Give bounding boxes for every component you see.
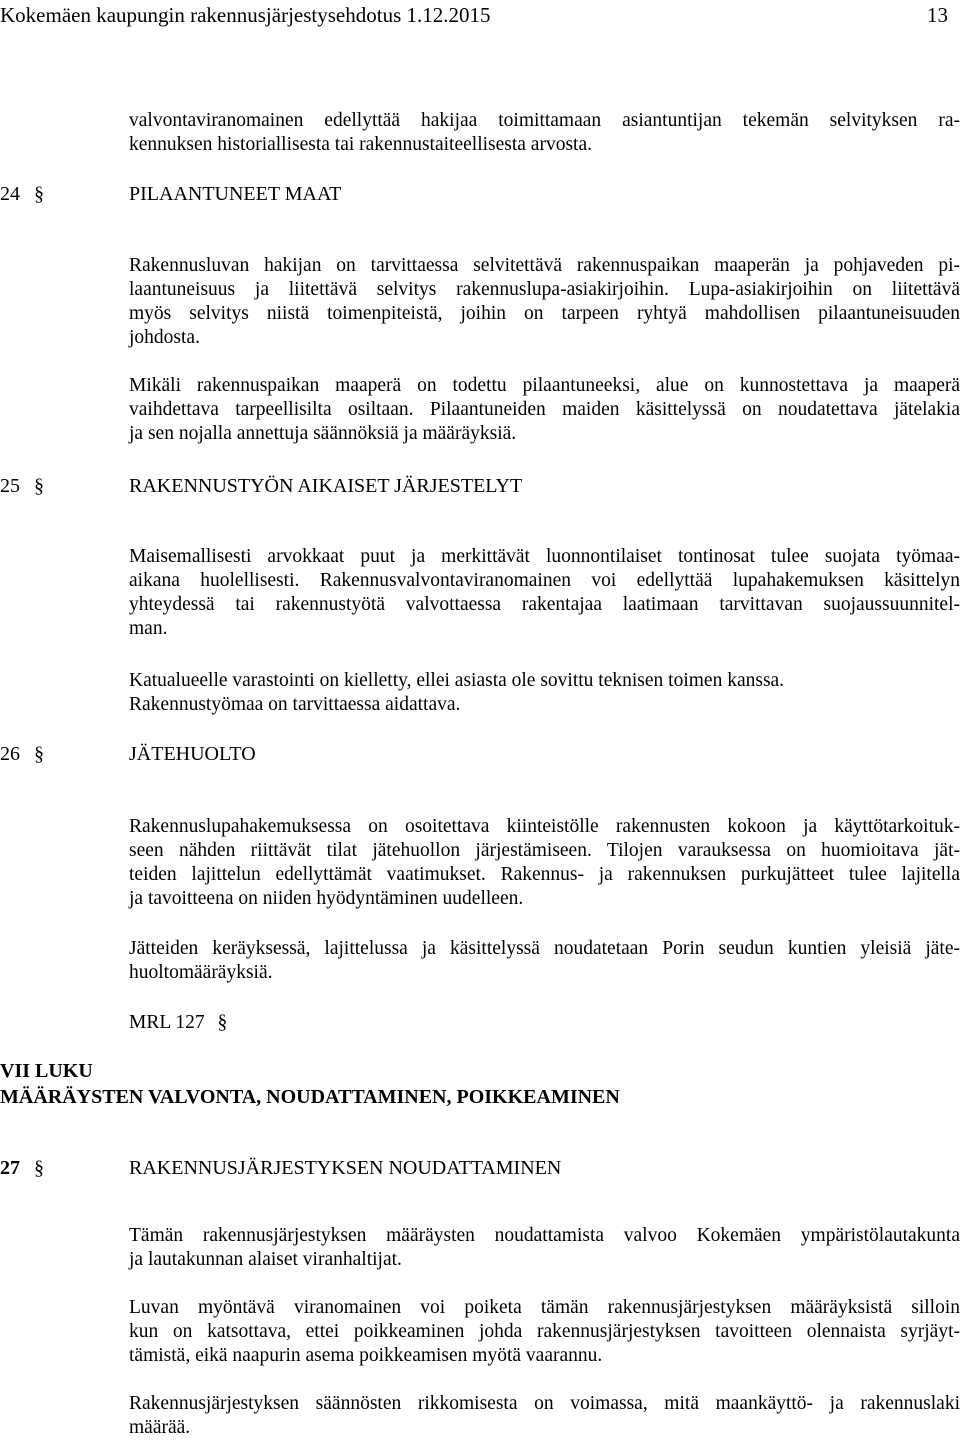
paragraph-line: teiden lajittelun edellyttämät vaatimukset. Rakennus- ja rakennuksen purkujätteet tulee lajitella <box>129 864 960 885</box>
chapter-label: VII LUKU <box>0 1060 93 1082</box>
section-number: 25 <box>0 475 20 497</box>
paragraph-line: määrää. <box>129 1417 191 1438</box>
paragraph-line: seen nähden riittävät tilat jätehuollon järjestämiseen. Tilojen varauksessa on huomioitava jät- <box>129 840 960 861</box>
section-number: 24 <box>0 183 20 205</box>
paragraph-line: huoltomääräyksiä. <box>129 962 273 983</box>
paragraph-line: ja tavoitteena on niiden hyödyntäminen uudelleen. <box>129 888 524 909</box>
law-reference <box>129 1011 960 1035</box>
paragraph-line: myös selvitys niistä toimenpiteistä, joihin on tarpeen ryhtyä mahdollisen pilaantuneisuuden <box>129 303 960 324</box>
section-title: RAKENNUSTYÖN AIKAISET JÄRJESTELYT <box>129 475 523 497</box>
paragraph-line: tämistä, eikä naapurin asema poikkeamisen myötä vaarannu. <box>129 1345 603 1366</box>
paragraph-line: valvontaviranomainen edellyttää hakijaa toimittamaan asiantuntijan tekemän selvityksen ra- <box>129 110 960 131</box>
section-symbol: § <box>34 183 44 205</box>
page-number: 13 <box>927 3 948 27</box>
document-header-title: Kokemäen kaupungin rakennusjärjestysehdotus 1.12.2015 <box>0 3 491 27</box>
section-symbol: § <box>34 475 44 497</box>
section-symbol: § <box>217 1012 228 1033</box>
paragraph-line: Jätteiden keräyksessä, lajittelussa ja käsittelyssä noudatetaan Porin seudun kuntien yleisiä jäte- <box>129 938 960 959</box>
paragraph-line: laantuneisuus ja liitettävä selvitys rakennuslupa-asiakirjoihin. Lupa-asiakirjoihin on liitettävä <box>129 279 960 300</box>
section-title: PILAANTUNEET MAAT <box>129 183 342 205</box>
paragraph-line: Maisemallisesti arvokkaat puut ja merkittävät luonnontilaiset tontinosat tulee suojata työmaa- <box>129 546 960 567</box>
chapter-title: MÄÄRÄYSTEN VALVONTA, NOUDATTAMINEN, POIKKEAMINEN <box>0 1086 620 1108</box>
paragraph-line: Mikäli rakennuspaikan maaperä on todettu pilaantuneeksi, alue on kunnostettava ja maaperä <box>129 375 960 396</box>
paragraph-line: vaihdettava tarpeellisilta osiltaan. Pilaantuneiden maiden käsittelyssä on noudatettava jätelakia <box>129 399 960 420</box>
paragraph-line: man. <box>129 618 168 639</box>
section-symbol: § <box>34 743 44 765</box>
paragraph-line: Rakennusjärjestyksen säännösten rikkomisesta on voimassa, mitä maankäyttö- ja rakennuslaki <box>129 1393 960 1414</box>
paragraph-line: Rakennustyömaa on tarvittaessa aidattava. <box>129 694 461 715</box>
section-number: 26 <box>0 743 20 765</box>
paragraph-line: aikana huolellisesti. Rakennusvalvontaviranomainen voi edellyttää lupahakemuksen käsittelyn <box>129 570 960 591</box>
section-title: RAKENNUSJÄRJESTYKSEN NOUDATTAMINEN <box>129 1157 562 1179</box>
law-reference-label: MRL 127 <box>129 1012 205 1033</box>
paragraph-line: Rakennusluvan hakijan on tarvittaessa selvitettävä rakennuspaikan maaperän ja pohjaveden pi- <box>129 255 960 276</box>
paragraph-line: ja sen nojalla annettuja säännöksiä ja määräyksiä. <box>129 423 517 444</box>
paragraph-line: kennuksen historiallisesta tai rakennustaiteellisesta arvosta. <box>129 134 592 155</box>
paragraph-line: kun on katsottava, ettei poikkeaminen johda rakennusjärjestyksen tavoitteen olennaista syrjäyt- <box>129 1321 960 1342</box>
paragraph-line: Luvan myöntävä viranomainen voi poiketa tämän rakennusjärjestyksen määräyksistä silloin <box>129 1297 960 1318</box>
section-number: 27 <box>0 1157 20 1179</box>
paragraph-line: Tämän rakennusjärjestyksen määräysten noudattamista valvoo Kokemäen ympäristölautakunta <box>129 1225 960 1246</box>
paragraph-line: ja lautakunnan alaiset viranhaltijat. <box>129 1249 402 1270</box>
paragraph-line: Rakennuslupahakemuksessa on osoitettava kiinteistölle rakennusten kokoon ja käyttötarkoituk- <box>129 816 960 837</box>
paragraph-line: johdosta. <box>129 327 200 348</box>
section-symbol: § <box>34 1157 44 1179</box>
paragraph-line: yhteydessä tai rakennustyötä valvottaessa rakentajaa laatimaan tarvittavan suojaussuunnitel- <box>129 594 960 615</box>
section-title: JÄTEHUOLTO <box>129 743 256 765</box>
paragraph-line: Katualueelle varastointi on kielletty, ellei asiasta ole sovittu teknisen toimen kanssa. <box>129 670 785 691</box>
